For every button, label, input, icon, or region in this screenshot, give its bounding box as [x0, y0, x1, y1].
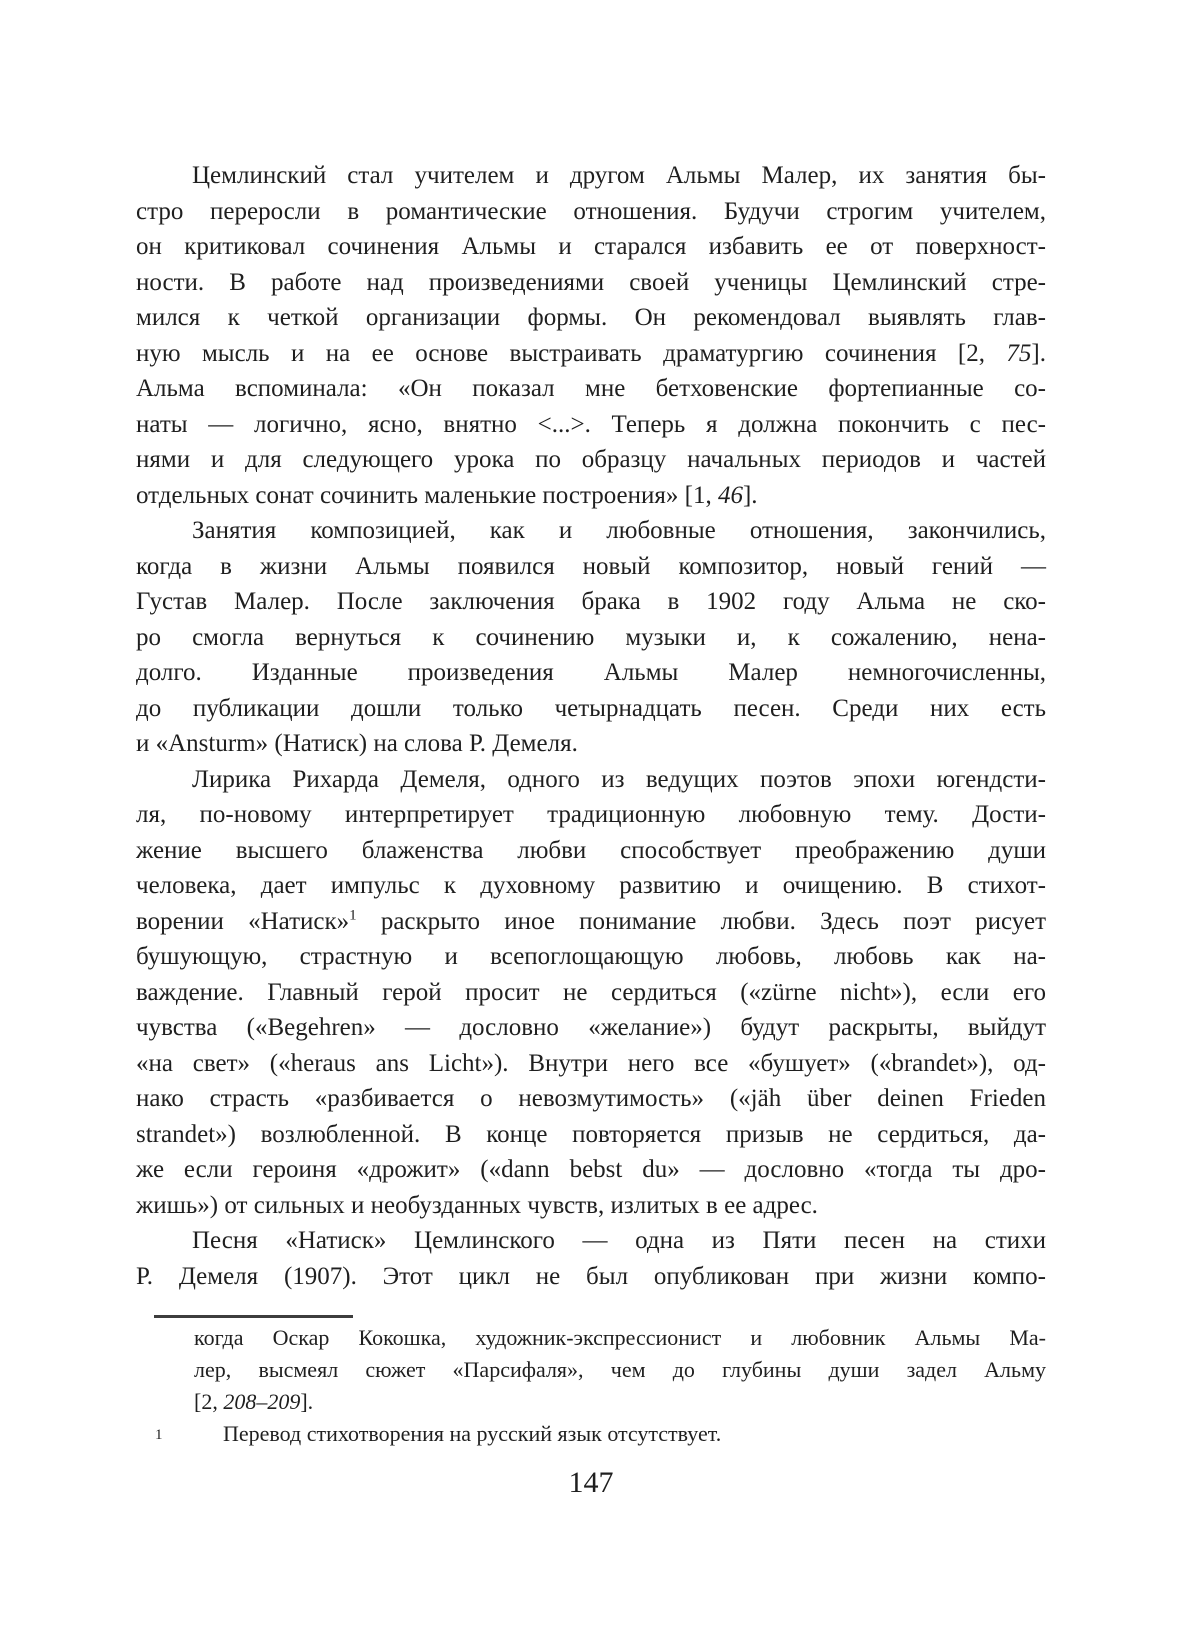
text-line: Альма вспоминала: «Он показал мне бетховенские фортепианные со- — [136, 375, 1046, 402]
text-line: бушующую, страстную и всепоглощающую любовь, любовь как на- — [136, 943, 1046, 970]
text-line: долго. Изданные произведения Альмы Малер немногочисленны, — [136, 659, 1046, 686]
text-line: strandet») возлюбленной. В конце повторяется призыв не сердиться, да- — [136, 1120, 1046, 1148]
body-text — [136, 158, 1046, 1294]
text-line: наты — логично, ясно, внятно <...>. Теперь я должна покончить с пес- — [136, 410, 1046, 438]
text-line: человека, дает импульс к духовному развитию и очищению. В стихот- — [136, 872, 1046, 899]
text-line: же если героиня «дрожит» («dann bebst du» — дословно «тогда ты дро- — [136, 1156, 1046, 1183]
text-line: жение высшего блаженства любви способствует преображению души — [136, 836, 1046, 864]
text-line: ности. В работе над произведениями своей ученицы Цемлинский стре- — [136, 268, 1046, 296]
text-line: до публикации дошли только четырнадцать песен. Среди них есть — [136, 694, 1046, 722]
text-line: чувства («Begehren» — дословно «желание») будут раскрыты, выйдут — [136, 1014, 1046, 1041]
citation-page-italic: 46 — [717, 481, 743, 509]
text-line: стро переросли в романтические отношения. Будучи строгим учителем, — [136, 197, 1046, 225]
text-line: когда в жизни Альмы появился новый композитор, новый гений — — [136, 552, 1046, 580]
text-line: ро смогла вернуться к сочинению музыки и, к сожалению, нена- — [136, 623, 1046, 651]
text-line: и «Ansturm» (Натиск) на слова Р. Демеля. — [136, 730, 578, 757]
footnote-line: когда Оскар Кокошка, художник-экспрессионист и любовник Альмы Ма- — [194, 1325, 1046, 1350]
text-line: ля, по-новому интерпретирует традиционную любовную тему. Дости- — [136, 801, 1046, 828]
text-line: жишь») от сильных и необузданных чувств, излитых в ее адрес. — [136, 1191, 818, 1219]
text-line: нако страсть «разбивается о невозмутимость» («jäh über deinen Frieden — [136, 1085, 1046, 1112]
text-line: нями и для следующего урока по образцу начальных периодов и частей — [136, 446, 1046, 473]
text-line: ную мысль и на ее основе выстраивать драматургию сочинения [2, 75]. — [136, 339, 1046, 367]
footnote-line: 1 Перевод стихотворения на русский язык отсутствует. — [136, 1418, 1046, 1450]
text-line: отдельных сонат сочинить маленькие построения» [1, 46]. — [136, 481, 758, 509]
footnotes — [136, 1322, 1046, 1450]
page-number: 147 — [568, 1466, 614, 1499]
text-line: Песня «Натиск» Цемлинского — одна из Пяти песен на стихи — [192, 1227, 1046, 1254]
text-line: ворении «Натиск»$^1$ раскрыто иное понимание любви. Здесь поэт рисует — [136, 907, 1046, 935]
citation-page-italic: 75 — [1006, 339, 1032, 367]
footnote-line: лер, высмеял сюжет «Парсифаля», чем до глубины души задел Альму — [194, 1357, 1046, 1382]
citation-page-italic: 208–209 — [223, 1389, 301, 1414]
text-line: Густав Малер. После заключения брака в 1902 году Альма не ско- — [136, 588, 1046, 615]
text-line: Цемлинский стал учителем и другом Альмы Малер, их занятия бы- — [192, 162, 1046, 189]
footnote-reference-superscript: 1 — [349, 907, 357, 924]
text-line: «на свет» («heraus ans Licht»). Внутри него все «бушует» («brandet»), од- — [136, 1049, 1046, 1077]
footnote-line: [2, 208–209]. — [194, 1389, 314, 1414]
text-line: Р. Демеля (1907). Этот цикл не был опубликован при жизни компо- — [136, 1262, 1046, 1290]
text-line: он критиковал сочинения Альмы и старался избавить ее от поверхност- — [136, 233, 1046, 260]
text-line: мился к четкой организации формы. Он рекомендовал выявлять глав- — [136, 304, 1046, 331]
text-line: Занятия композицией, как и любовные отношения, закончились, — [192, 517, 1046, 544]
text-line: важдение. Главный герой просит не сердиться («zürne nicht»), если его — [136, 978, 1046, 1006]
footnote-rule — [154, 1315, 353, 1318]
footnote-marker: 1 — [155, 1427, 163, 1443]
text-line: Лирика Рихарда Демеля, одного из ведущих поэтов эпохи югендсти- — [192, 765, 1046, 793]
